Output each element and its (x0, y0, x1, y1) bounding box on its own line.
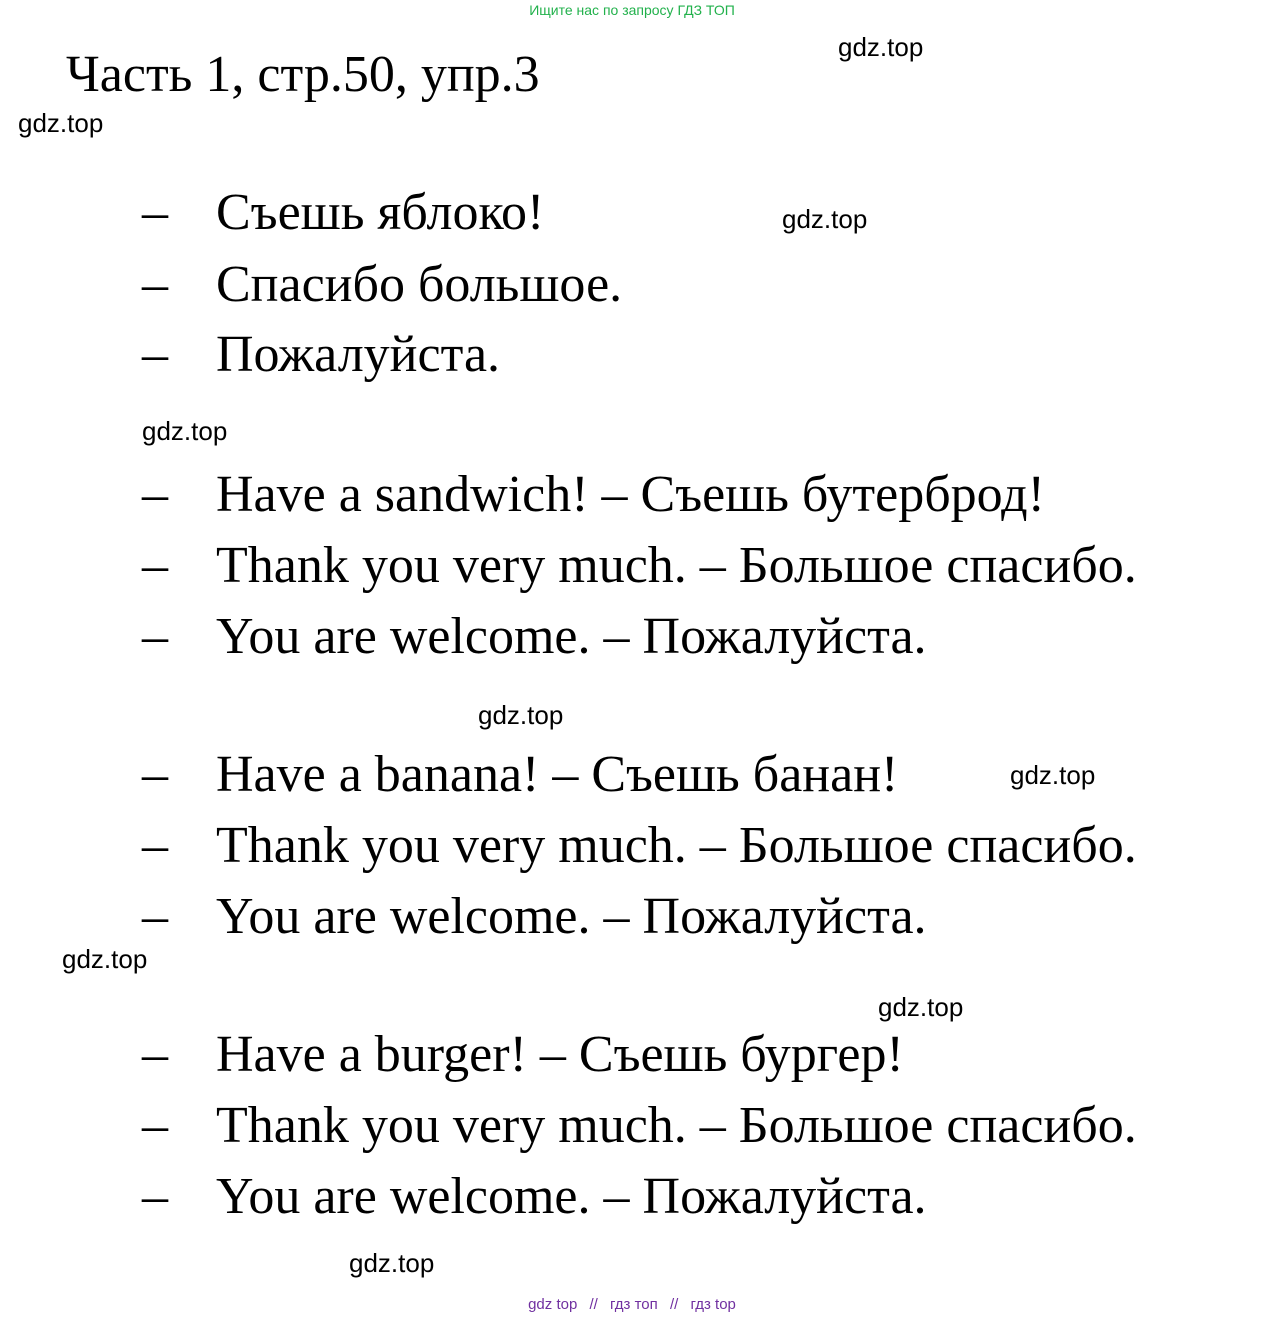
dialogue-text: Пожалуйста. (216, 326, 501, 383)
dialogue-text: Thank you very much. – Большое спасибо. (216, 817, 1137, 874)
footer-link[interactable]: гдз top (690, 1296, 736, 1313)
dialogue-text: Have a burger! – Съешь бургер! (216, 1026, 904, 1083)
footer-link[interactable]: гдз топ (610, 1296, 658, 1313)
watermark: gdz.top (18, 108, 104, 138)
dialogue-text: Спасибо большое. (216, 256, 623, 313)
dialogue-text: Have a banana! – Съешь банан! (216, 746, 899, 803)
dialogue-line (0, 602, 1264, 672)
watermark: gdz.top (349, 1248, 435, 1278)
watermark: gdz.top (878, 992, 964, 1022)
search-banner: Ищите нас по запросу ГДЗ ТОП (529, 2, 735, 18)
dash-marker: – (142, 888, 168, 945)
dialogue-text: You are welcome. – Пожалуйста. (216, 888, 927, 945)
dash-marker: – (142, 1097, 168, 1154)
dialogue-text: You are welcome. – Пожалуйста. (216, 608, 927, 665)
dash-marker: – (142, 817, 168, 874)
footer-separator: // (589, 1296, 598, 1313)
dash-marker: – (142, 1026, 168, 1083)
watermark: gdz.top (1010, 760, 1096, 790)
footer-separator: // (669, 1296, 679, 1313)
dash-marker: – (142, 256, 168, 313)
dash-marker: – (142, 1168, 168, 1225)
dash-marker: – (142, 746, 168, 803)
dash-marker: – (142, 608, 168, 665)
dialogue-line (0, 531, 1264, 601)
watermark: gdz.top (782, 204, 868, 234)
dash-marker: – (142, 184, 168, 241)
footer-link[interactable]: gdz top (528, 1296, 578, 1313)
dialogue-line (0, 250, 1264, 320)
dialogue-text: Thank you very much. – Большое спасибо. (216, 1097, 1137, 1154)
dialogue-line (0, 740, 1264, 810)
dialogue-line (0, 1162, 1264, 1232)
watermark: gdz.top (62, 944, 148, 974)
dialogue-line (0, 1020, 1264, 1090)
footer-links (0, 1296, 1264, 1313)
watermark: gdz.top (478, 700, 564, 730)
dialogue-line (0, 882, 1264, 952)
dialogue-line (0, 460, 1264, 530)
dialogue-text: Съешь яблоко! (216, 184, 545, 241)
dialogue-text: You are welcome. – Пожалуйста. (216, 1168, 927, 1225)
page-title: Часть 1, стр.50, упр.3 (66, 46, 540, 103)
dialogue-line (0, 320, 1264, 390)
dialogue-line (0, 178, 1264, 248)
dash-marker: – (142, 466, 168, 523)
watermark: gdz.top (838, 32, 924, 62)
dialogue-line (0, 1091, 1264, 1161)
dash-marker: – (142, 537, 168, 594)
dialogue-line (0, 811, 1264, 881)
watermark: gdz.top (142, 416, 228, 446)
dash-marker: – (142, 326, 168, 383)
dialogue-text: Have a sandwich! – Съешь бутерброд! (216, 466, 1045, 523)
dialogue-text: Thank you very much. – Большое спасибо. (216, 537, 1137, 594)
